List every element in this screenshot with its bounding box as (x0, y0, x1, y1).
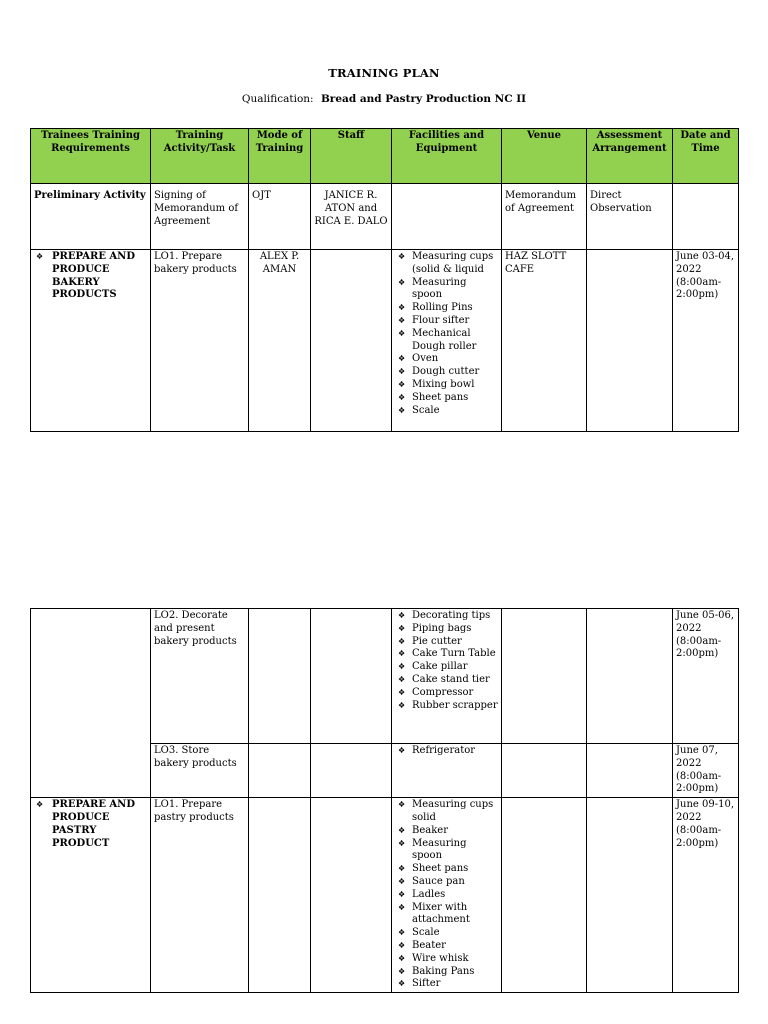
list-item: ❖ Piping bags (395, 623, 498, 636)
cell-date: June 05-06, 2022 (8:00am-2:00pm) (673, 609, 739, 744)
cell-facilities (392, 798, 502, 993)
table-row (31, 184, 739, 250)
cell-mode: OJT (249, 184, 311, 250)
equipment-list (395, 799, 498, 991)
cell-activity: LO1. Prepare bakery products (151, 250, 249, 432)
list-item: ❖ Decorating tips (395, 610, 498, 623)
cell-mode (249, 744, 311, 798)
cell-facilities (392, 250, 502, 432)
list-item: ❖ Ladles (395, 889, 498, 902)
cell-facilities (392, 744, 502, 798)
cell-staff (311, 744, 392, 798)
cell-requirement (31, 184, 151, 250)
pastry-competency: ❖ PREPARE AND PRODUCE PASTRY PRODUCT (34, 799, 147, 850)
cell-staff (311, 609, 392, 744)
list-item: ❖ Scale (395, 927, 498, 940)
cell-venue: HAZ SLOTT CAFE (502, 250, 587, 432)
list-item: ❖ Mixer with attachment (395, 902, 498, 928)
list-item: ❖ Refrigerator (395, 745, 498, 758)
bakery-competency: ❖ PREPARE AND PRODUCE BAKERY PRODUCTS (34, 251, 147, 302)
list-item: ❖ Pie cutter (395, 636, 498, 649)
list-item: ❖ Measuring spoon (395, 838, 498, 864)
qualification-line (0, 93, 768, 105)
cell-facilities (392, 184, 502, 250)
cell-venue (502, 609, 587, 744)
cell-assessment (587, 609, 673, 744)
cell-activity: Signing of Memorandum of Agreement (151, 184, 249, 250)
list-item: ❖ Measuring cups solid (395, 799, 498, 825)
list-item: ❖ Rubber scrapper (395, 700, 498, 713)
list-item: ❖ Beater (395, 940, 498, 953)
cell-date (673, 184, 739, 250)
header-date: Date and Time (673, 129, 739, 184)
cell-mode: ALEX P. AMAN (249, 250, 311, 432)
list-item: ❖ Rolling Pins (395, 302, 498, 315)
cell-assessment (587, 250, 673, 432)
header-mode: Mode of Training (249, 129, 311, 184)
cell-activity: LO3. Store bakery products (151, 744, 249, 798)
preliminary-requirement: Preliminary Activity (34, 190, 146, 201)
cell-requirement (31, 798, 151, 993)
cell-mode (249, 609, 311, 744)
list-item: ❖ Measuring spoon (395, 277, 498, 303)
list-item: ❖ Oven (395, 353, 498, 366)
list-item: ❖ Compressor (395, 687, 498, 700)
cell-requirement (31, 609, 151, 798)
list-item: ❖ Measuring cups (solid & liquid (395, 251, 498, 277)
equipment-list (395, 251, 498, 417)
cell-mode (249, 798, 311, 993)
list-item: ❖ Mixing bowl (395, 379, 498, 392)
cell-activity: LO1. Prepare pastry products (151, 798, 249, 993)
cell-assessment: Direct Observation (587, 184, 673, 250)
cell-assessment (587, 744, 673, 798)
list-item: ❖ Sheet pans (395, 863, 498, 876)
list-item: ❖ Dough cutter (395, 366, 498, 379)
cell-venue (502, 798, 587, 993)
list-item: ❖ Cake pillar (395, 661, 498, 674)
list-item: ❖ Sauce pan (395, 876, 498, 889)
header-assessment: Assessment Arrangement (587, 129, 673, 184)
header-venue: Venue (502, 129, 587, 184)
cell-venue (502, 744, 587, 798)
training-plan-table-2 (30, 608, 739, 993)
cell-staff (311, 798, 392, 993)
cell-date: June 07, 2022 (8:00am-2:00pm) (673, 744, 739, 798)
cell-facilities (392, 609, 502, 744)
header-staff: Staff (311, 129, 392, 184)
list-item: ❖ Sheet pans (395, 392, 498, 405)
cell-staff (311, 250, 392, 432)
table-row (31, 609, 739, 744)
list-item: ❖ Cake Turn Table (395, 648, 498, 661)
header-requirements: Trainees Training Requirements (31, 129, 151, 184)
table-row (31, 250, 739, 432)
training-plan-table-1 (30, 128, 739, 432)
list-item: ❖ Baking Pans (395, 966, 498, 979)
cell-staff: JANICE R. ATON and RICA E. DALO (311, 184, 392, 250)
cell-date: June 09-10, 2022 (8:00am-2:00pm) (673, 798, 739, 993)
equipment-list (395, 745, 498, 758)
document-title: TRAINING PLAN (328, 66, 440, 80)
list-item: ❖ Sifter (395, 978, 498, 991)
qualification-label: Qualification: (241, 93, 314, 105)
cell-date: June 03-04, 2022 (8:00am-2:00pm) (673, 250, 739, 432)
qualification-value: Bread and Pastry Production NC II (320, 93, 527, 105)
list-item: ❖ Mechanical Dough roller (395, 328, 498, 354)
cell-venue: Memorandum of Agreement (502, 184, 587, 250)
list-item: ❖ Flour sifter (395, 315, 498, 328)
cell-activity: LO2. Decorate and present bakery products (151, 609, 249, 744)
list-item: ❖ Scale (395, 405, 498, 418)
equipment-list (395, 610, 498, 712)
cell-assessment (587, 798, 673, 993)
list-item: ❖ Beaker (395, 825, 498, 838)
cell-requirement (31, 250, 151, 432)
header-facilities: Facilities and Equipment (392, 129, 502, 184)
header-activity: Training Activity/Task (151, 129, 249, 184)
table-row (31, 798, 739, 993)
list-item: ❖ Wire whisk (395, 953, 498, 966)
header-row (31, 129, 739, 184)
list-item: ❖ Cake stand tier (395, 674, 498, 687)
